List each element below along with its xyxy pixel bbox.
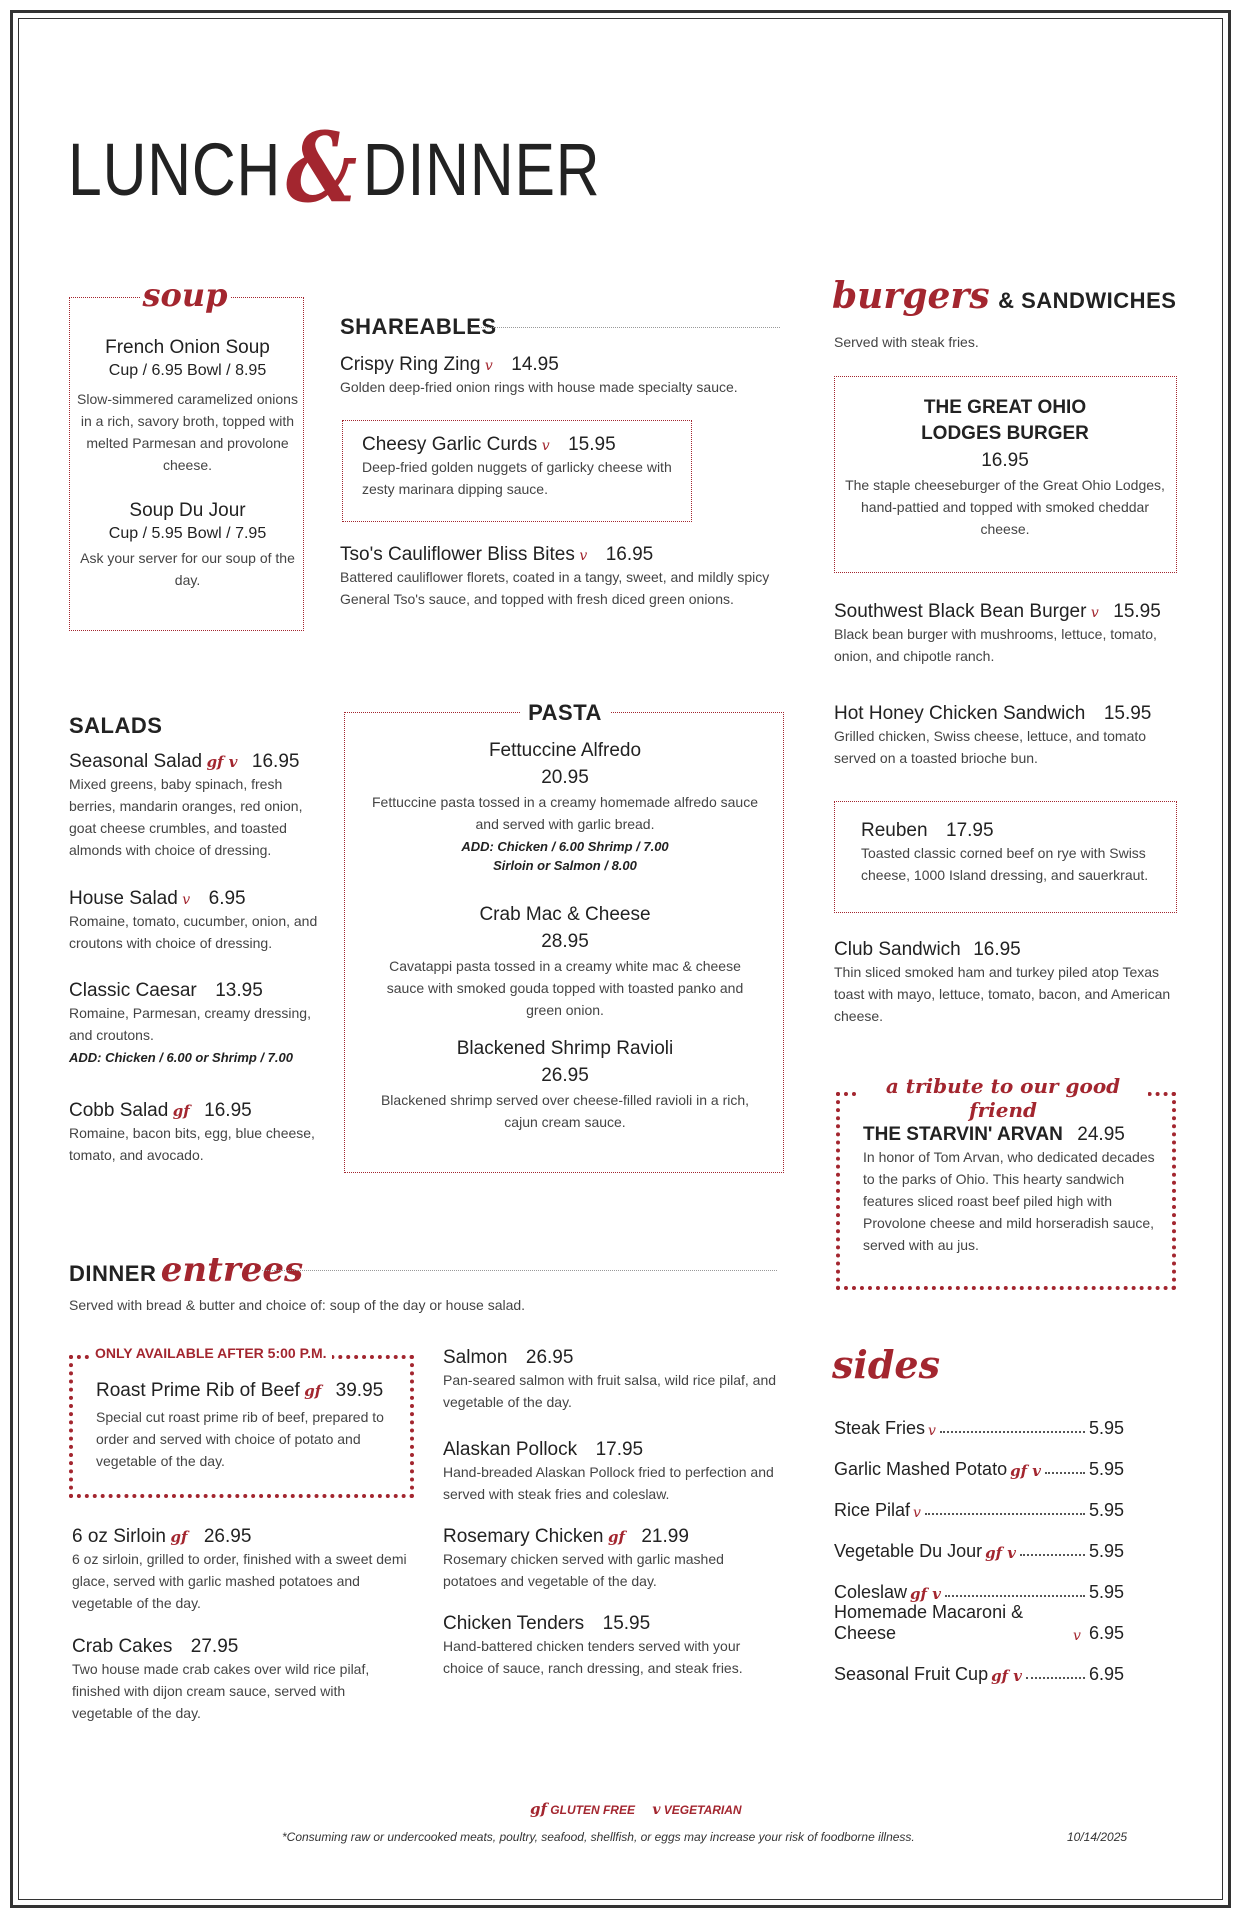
salad-item (69, 1100, 319, 1166)
item-desc: Slow-simmered caramelized onions in a rich, savory broth, topped with melted Parmesan and provolone cheese. (77, 391, 298, 473)
item-price: 5.95 (1088, 1418, 1124, 1438)
side-item (834, 1398, 1124, 1439)
sandwich-item (834, 703, 1174, 769)
item-name: THE STARVIN' ARVAN (863, 1124, 1063, 1145)
disclaimer: *Consuming raw or undercooked meats, poultry, seafood, shellfish, or eggs may increase your risk of foodborne illness. (282, 1830, 915, 1844)
item-name: Chicken Tenders (443, 1613, 585, 1634)
burgers-subtitle: Served with steak fries. (834, 334, 979, 350)
soup-item (75, 500, 300, 591)
item-price: 26.95 (525, 1347, 574, 1368)
gluten-free-vegetarian-icon: gf v (991, 1667, 1022, 1685)
title-lunch: LUNCH (68, 128, 282, 211)
entree-item (443, 1439, 778, 1505)
item-price: 15.95 (602, 1613, 651, 1634)
sides-list (834, 1398, 1124, 1685)
entree-item (443, 1613, 778, 1679)
item-desc: Battered cauliflower florets, coated in a tangy, sweet, and mildly spicy General Tso's sauce, and topped with fresh diced green onions. (340, 569, 770, 607)
item-price: 5.95 (1088, 1582, 1124, 1602)
item-name: Blackened Shrimp Ravioli (456, 1038, 674, 1059)
gluten-free-vegetarian-icon: gf v (985, 1544, 1016, 1562)
item-desc: Cavatappi pasta tossed in a creamy white mac & cheese sauce with smoked gouda topped with toasted panko and green onion. (386, 958, 744, 1018)
shareable-item (340, 354, 790, 398)
item-price: 15.95 (568, 434, 616, 455)
pasta-item (370, 904, 760, 1021)
item-add-ons: ADD: Chicken / 6.00 or Shrimp / 7.00 (69, 1050, 293, 1065)
soup-heading: soup (140, 276, 230, 314)
vegetarian-icon: v (484, 358, 493, 374)
featured-desc: The staple cheeseburger of the Great Ohio Lodges, hand-pattied and topped with smoked cheddar cheese. (845, 477, 1165, 537)
item-desc: Mixed greens, baby spinach, fresh berries, mandarin oranges, red onion, goat cheese crumbles, and toasted almonds with choice of dressing. (69, 776, 303, 858)
gluten-free-icon: gf (607, 1528, 625, 1546)
vegetarian-icon: v (1073, 1628, 1081, 1644)
salads-heading: SALADS (69, 713, 163, 738)
gluten-free-icon: gf (304, 1382, 322, 1400)
item-desc: Two house made crab cakes over wild rice pilaf, finished with dijon cream sauce, served with vegetable of the day. (72, 1661, 370, 1721)
item-price: 15.95 (1113, 601, 1161, 622)
vegetarian-icon: v (541, 438, 550, 454)
item-desc: Special cut roast prime rib of beef, prepared to order and served with choice of potato and vegetable of the day. (96, 1409, 384, 1469)
item-name: 6 oz Sirloin (72, 1526, 166, 1547)
sandwich-item (834, 939, 1174, 1027)
item-price: 16.95 (251, 751, 300, 772)
featured-name-line2: LODGES BURGER (921, 423, 1089, 444)
shareable-item (362, 434, 682, 500)
item-price: 26.95 (541, 1065, 589, 1086)
item-price: 24.95 (1077, 1124, 1125, 1145)
item-add-ons-2: Sirloin or Salmon / 8.00 (493, 858, 637, 873)
item-name: Fettuccine Alfredo (488, 740, 642, 761)
item-desc: Blackened shrimp served over cheese-filled ravioli in a rich, cajun cream sauce. (380, 1092, 750, 1130)
item-price: 16.95 (605, 544, 654, 565)
sandwich-item (861, 820, 1171, 886)
item-name: Salmon (443, 1347, 508, 1368)
salad-item (69, 888, 319, 954)
item-name: Crispy Ring Zing (340, 354, 481, 375)
dot-leader (1045, 1472, 1085, 1474)
item-price: 6.95 (208, 888, 246, 909)
entrees-subtitle: Served with bread & butter and choice of: soup of the day or house salad. (69, 1297, 526, 1313)
vegetarian-icon: v (928, 1423, 936, 1439)
item-name: French Onion Soup (105, 337, 270, 358)
item-name: Classic Caesar (69, 980, 197, 1001)
entree-item (443, 1526, 778, 1592)
item-desc: Romaine, tomato, cucumber, onion, and croutons with choice of dressing. (69, 913, 318, 951)
item-desc: 6 oz sirloin, grilled to order, finished with a sweet demi glace, served with garlic mashed potatoes and vegetable of the day. (72, 1551, 407, 1611)
item-price: 6.95 (1088, 1664, 1124, 1684)
item-add-ons: ADD: Chicken / 6.00 Shrimp / 7.00 (461, 839, 669, 854)
shareables-heading: SHAREABLES (340, 314, 497, 339)
gluten-free-icon: gf (170, 1528, 188, 1546)
item-name: Rosemary Chicken (443, 1526, 604, 1547)
dot-leader (925, 1513, 1085, 1515)
burgers-heading (832, 275, 1176, 317)
gluten-free-icon: gf (530, 1800, 547, 1818)
item-name: Seasonal Fruit Cup (834, 1664, 989, 1684)
item-name: Hot Honey Chicken Sandwich (834, 703, 1086, 724)
item-desc: Ask your server for our soup of the day. (80, 550, 295, 588)
item-name: Coleslaw (834, 1582, 908, 1602)
item-desc: Fettuccine pasta tossed in a creamy homemade alfredo sauce and served with garlic bread. (372, 794, 758, 832)
item-price: 26.95 (203, 1526, 252, 1547)
side-item (834, 1562, 1124, 1603)
side-item (834, 1603, 1124, 1644)
entrees-rule (262, 1270, 777, 1271)
item-desc: Romaine, bacon bits, egg, blue cheese, tomato, and avocado. (69, 1125, 315, 1163)
item-desc: Deep-fried golden nuggets of garlicky cheese with zesty marinara dipping sauce. (362, 459, 672, 497)
entrees-script: entrees (160, 1250, 304, 1290)
item-desc: Pan-seared salmon with fruit salsa, wild rice pilaf, and vegetable of the day. (443, 1372, 777, 1410)
item-price: 5.95 (1088, 1541, 1124, 1561)
gluten-free-label: GLUTEN FREE (550, 1803, 635, 1817)
side-item (834, 1644, 1124, 1685)
burgers-script: burgers (832, 275, 990, 317)
item-desc: Toasted classic corned beef on rye with Swiss cheese, 1000 Island dressing, and sauerkraut. (861, 845, 1149, 883)
item-price: 17.95 (595, 1439, 644, 1460)
vegetarian-icon: v (1090, 605, 1099, 621)
gluten-free-vegetarian-icon: gf v (910, 1585, 941, 1603)
item-price: 6.95 (1088, 1623, 1124, 1643)
item-name: Tso's Cauliflower Bliss Bites (340, 544, 575, 565)
vegetarian-icon: v (182, 892, 191, 908)
vegetarian-icon: v (913, 1505, 921, 1521)
item-price: 16.95 (204, 1100, 252, 1121)
item-name: Cheesy Garlic Curds (362, 434, 538, 455)
shareable-item (340, 544, 790, 610)
shareables-rule (470, 327, 780, 328)
featured-burger (840, 397, 1170, 540)
item-price: Cup / 5.95 Bowl / 7.95 (108, 525, 267, 542)
item-price: 39.95 (335, 1380, 384, 1401)
item-desc: Romaine, Parmesan, creamy dressing, and croutons. (69, 1005, 311, 1043)
item-name: Club Sandwich (834, 939, 961, 960)
item-desc: Thin sliced smoked ham and turkey piled atop Texas toast with mayo, lettuce, tomato, bacon, and American cheese. (834, 964, 1171, 1024)
featured-name-line1: THE GREAT OHIO (923, 397, 1087, 418)
item-price: 27.95 (190, 1636, 239, 1657)
item-name: Crab Cakes (72, 1636, 173, 1657)
side-item (834, 1439, 1124, 1480)
special-label: ONLY AVAILABLE AFTER 5:00 P.M. (90, 1345, 332, 1361)
item-name: Garlic Mashed Potato (834, 1459, 1008, 1479)
tribute-heading: a tribute to our good friend (858, 1074, 1148, 1122)
item-desc: In honor of Tom Arvan, who dedicated decades to the parks of Ohio. This hearty sandwich features sliced roast beef piled high with Provolone cheese and mild horseradish sauce, served with au jus. (863, 1149, 1155, 1253)
title-ampersand: & (286, 111, 358, 224)
pasta-item (370, 740, 760, 873)
dot-leader (945, 1595, 1085, 1597)
item-price: 15.95 (1103, 703, 1152, 724)
item-desc: Hand-battered chicken tenders served with your choice of sauce, ranch dressing, and steak fries. (443, 1638, 743, 1676)
sandwiches-label: & SANDWICHES (998, 288, 1177, 313)
item-price: 16.95 (973, 939, 1021, 960)
item-name: House Salad (69, 888, 178, 909)
entree-item (72, 1526, 407, 1614)
dot-leader (940, 1431, 1085, 1433)
item-name: Seasonal Salad (69, 751, 203, 772)
item-price: 14.95 (511, 354, 559, 375)
title-dinner: DINNER (362, 128, 601, 211)
entree-item (72, 1636, 407, 1724)
dinner-label: DINNER (69, 1261, 157, 1286)
sides-heading: sides (832, 1342, 940, 1387)
tribute-item (863, 1124, 1163, 1256)
dot-leader (1026, 1677, 1085, 1679)
menu-date: 10/14/2025 (1067, 1830, 1128, 1844)
item-desc: Black bean burger with mushrooms, lettuce, tomato, onion, and chipotle ranch. (834, 626, 1157, 664)
item-name: Reuben (861, 820, 928, 841)
pasta-item (370, 1038, 760, 1133)
legend (530, 1800, 742, 1818)
item-desc: Golden deep-fried onion rings with house made specialty sauce. (340, 379, 738, 395)
page-title (68, 111, 601, 224)
pasta-heading: PASTA (520, 700, 610, 726)
item-name: Soup Du Jour (129, 500, 246, 521)
side-item (834, 1480, 1124, 1521)
gluten-free-vegetarian-icon: gf v (1010, 1462, 1041, 1480)
gluten-free-icon: gf (172, 1102, 190, 1120)
item-price: 5.95 (1088, 1500, 1124, 1520)
item-name: Rice Pilaf (834, 1500, 911, 1520)
item-name: Vegetable Du Jour (834, 1541, 983, 1561)
entree-item (443, 1347, 778, 1413)
item-name: Alaskan Pollock (443, 1439, 578, 1460)
item-desc: Hand-breaded Alaskan Pollock fried to perfection and served with steak fries and coleslaw. (443, 1464, 774, 1502)
featured-price: 16.95 (981, 450, 1029, 471)
salad-item (69, 751, 319, 861)
item-price: 13.95 (215, 980, 263, 1001)
item-desc: Rosemary chicken served with garlic mashed potatoes and vegetable of the day. (443, 1551, 724, 1589)
item-price: Cup / 6.95 Bowl / 8.95 (108, 362, 267, 379)
item-name: Homemade Macaroni & Cheese (834, 1602, 1024, 1643)
vegetarian-icon: v (652, 1802, 661, 1818)
item-price: 20.95 (541, 767, 589, 788)
item-name: Southwest Black Bean Burger (834, 601, 1087, 622)
item-price: 28.95 (541, 931, 589, 952)
salad-item (69, 980, 319, 1065)
item-price: 17.95 (946, 820, 994, 841)
item-price: 5.95 (1088, 1459, 1124, 1479)
item-name: Steak Fries (834, 1418, 926, 1438)
item-desc: Grilled chicken, Swiss cheese, lettuce, and tomato served on a toasted brioche bun. (834, 728, 1147, 766)
soup-item (75, 337, 300, 476)
item-name: Roast Prime Rib of Beef (96, 1380, 300, 1401)
item-name: Crab Mac & Cheese (479, 904, 651, 925)
item-name: Cobb Salad (69, 1100, 169, 1121)
vegetarian-icon: v (579, 548, 588, 564)
item-price: 21.99 (641, 1526, 689, 1547)
sandwich-item (834, 601, 1174, 667)
vegetarian-label: VEGETARIAN (663, 1803, 742, 1817)
gluten-free-vegetarian-icon: gf v (206, 753, 238, 771)
dot-leader (1020, 1554, 1085, 1556)
entree-item (96, 1380, 396, 1472)
side-item (834, 1521, 1124, 1562)
